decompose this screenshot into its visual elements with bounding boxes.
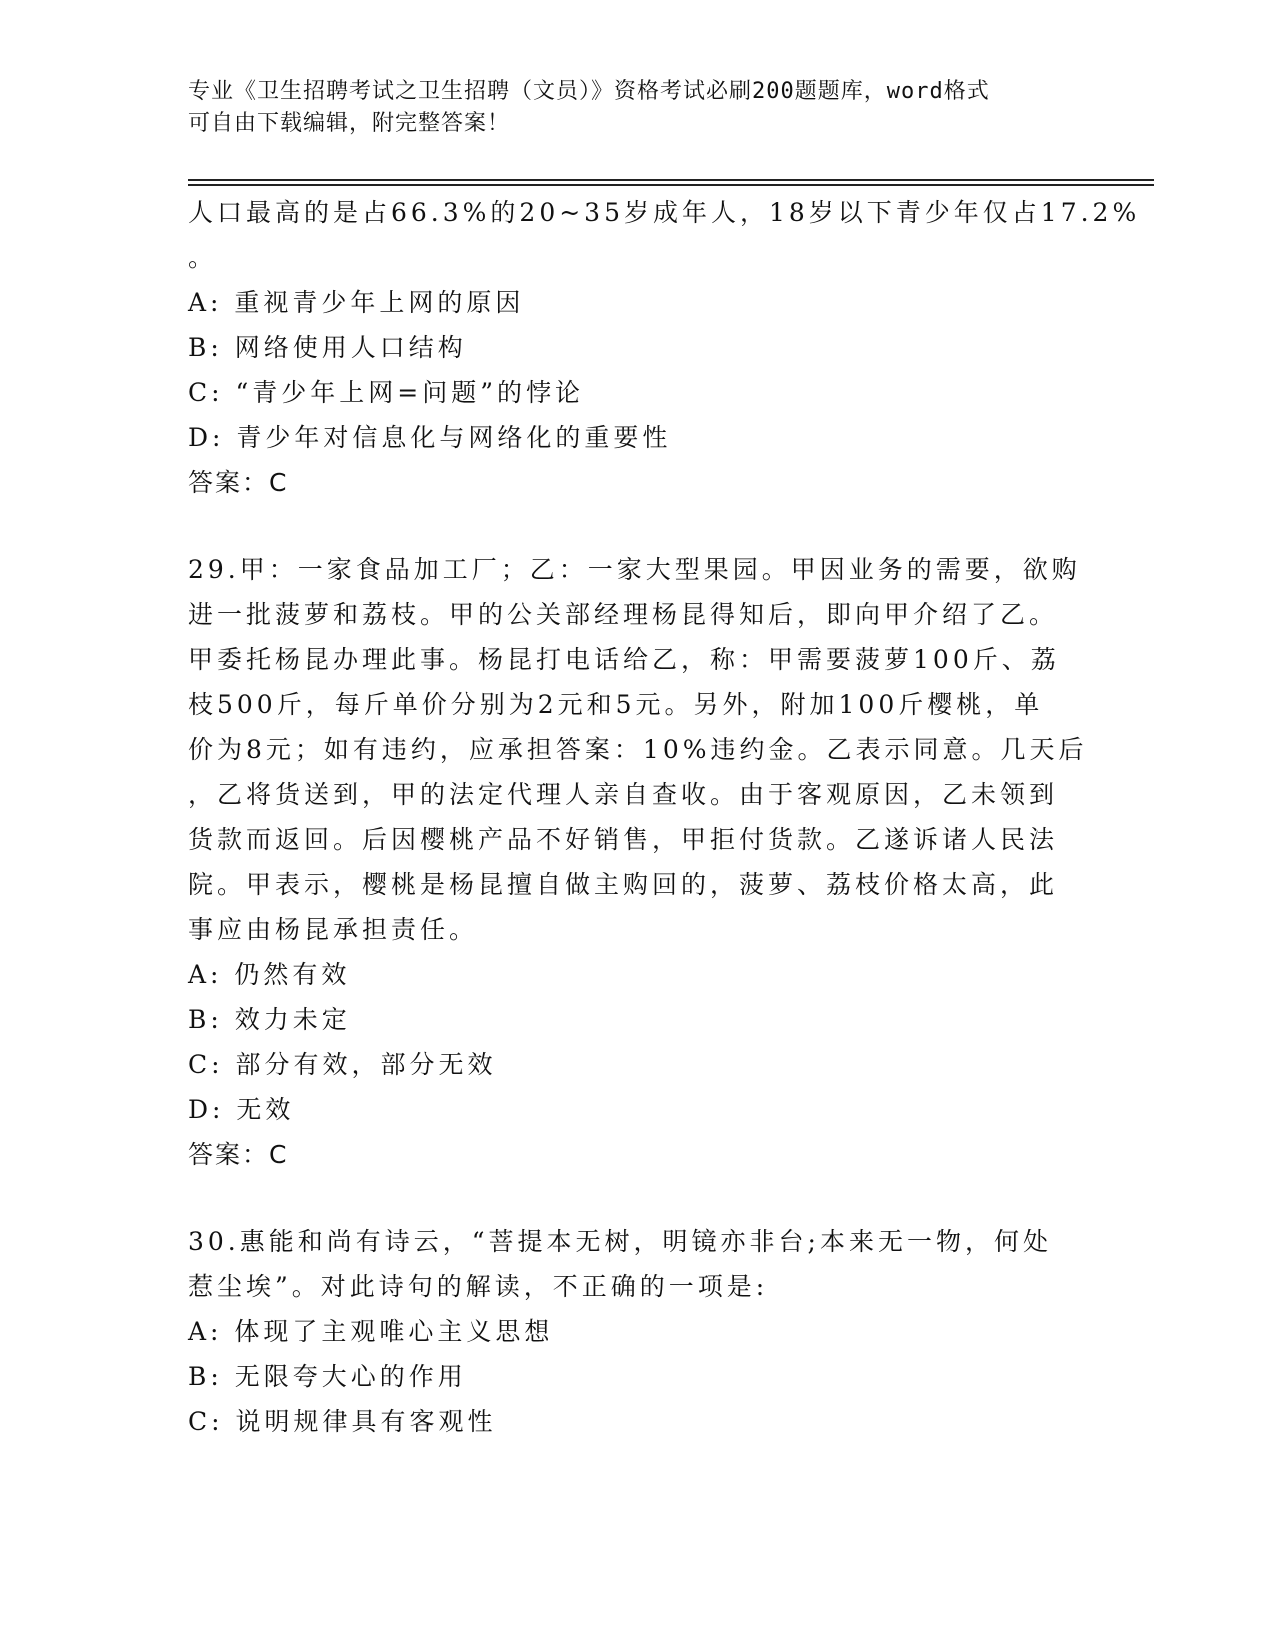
question-stem-line: 人口最高的是占66.3%的20~35岁成年人，18岁以下青少年仅占17.2% [188, 198, 1141, 227]
question-stem-line: 惹尘埃”。对此诗句的解读，不正确的一项是: [188, 1272, 769, 1301]
document-header [188, 76, 1088, 140]
option-b: B: 网络使用人口结构 [188, 333, 467, 362]
question-stem-line: 枝500斤，每斤单价分别为2元和5元。另外，附加100斤樱桃，单 [188, 690, 1044, 719]
question-stem-line: 货款而返回。后因樱桃产品不好销售，甲拒付货款。乙遂诉诸人民法 [188, 825, 1059, 854]
question-28 [188, 190, 1141, 505]
answer: 答案：C [188, 1140, 289, 1169]
question-stem-line: 进一批菠萝和荔枝。甲的公关部经理杨昆得知后，即向甲介绍了乙。 [188, 600, 1059, 629]
spacer [188, 505, 1088, 547]
option-a: A: 重视青少年上网的原因 [188, 288, 525, 317]
question-stem-line: 事应由杨昆承担责任。 [188, 915, 479, 944]
question-stem-line: 30.惠能和尚有诗云，“菩提本无树，明镜亦非台;本来无一物，何处 [188, 1227, 1052, 1256]
question-stem-line: 。 [188, 243, 218, 272]
option-c: C: “青少年上网=问题”的悖论 [188, 378, 585, 407]
document-body [188, 190, 1141, 1444]
question-29 [188, 547, 1088, 1177]
option-b: B: 效力未定 [188, 1005, 351, 1034]
option-d: D: 无效 [188, 1095, 295, 1124]
header-line-1: 专业《卫生招聘考试之卫生招聘（文员）》资格考试必刷200题题库，word格式 [188, 79, 990, 104]
option-c: C: 部分有效，部分无效 [188, 1050, 497, 1079]
question-stem-line: 价为8元；如有违约，应承担答案：10%违约金。乙表示同意。几天后 [188, 735, 1088, 764]
question-stem-line: 甲委托杨昆办理此事。杨昆打电话给乙，称：甲需要菠萝100斤、荔 [188, 645, 1060, 674]
header-line-2: 可自由下载编辑，附完整答案！ [188, 111, 511, 136]
option-c: C: 说明规律具有客观性 [188, 1407, 497, 1436]
header-divider-top [188, 179, 1154, 181]
option-b: B: 无限夸大心的作用 [188, 1362, 467, 1391]
option-d: D: 青少年对信息化与网络化的重要性 [188, 423, 672, 452]
question-stem-line: 院。甲表示，樱桃是杨昆擅自做主购回的，菠萝、荔枝价格太高，此 [188, 870, 1059, 899]
option-a: A: 仍然有效 [188, 960, 351, 989]
spacer [188, 1177, 1088, 1219]
question-stem-line: ，乙将货送到，甲的法定代理人亲自查收。由于客观原因，乙未领到 [188, 780, 1059, 809]
answer: 答案：C [188, 468, 289, 497]
question-stem-line: 29.甲：一家食品加工厂；乙：一家大型果园。甲因业务的需要，欲购 [188, 555, 1081, 584]
header-divider-bottom [188, 184, 1154, 186]
question-30 [188, 1219, 1088, 1444]
option-a: A: 体现了主观唯心主义思想 [188, 1317, 554, 1346]
